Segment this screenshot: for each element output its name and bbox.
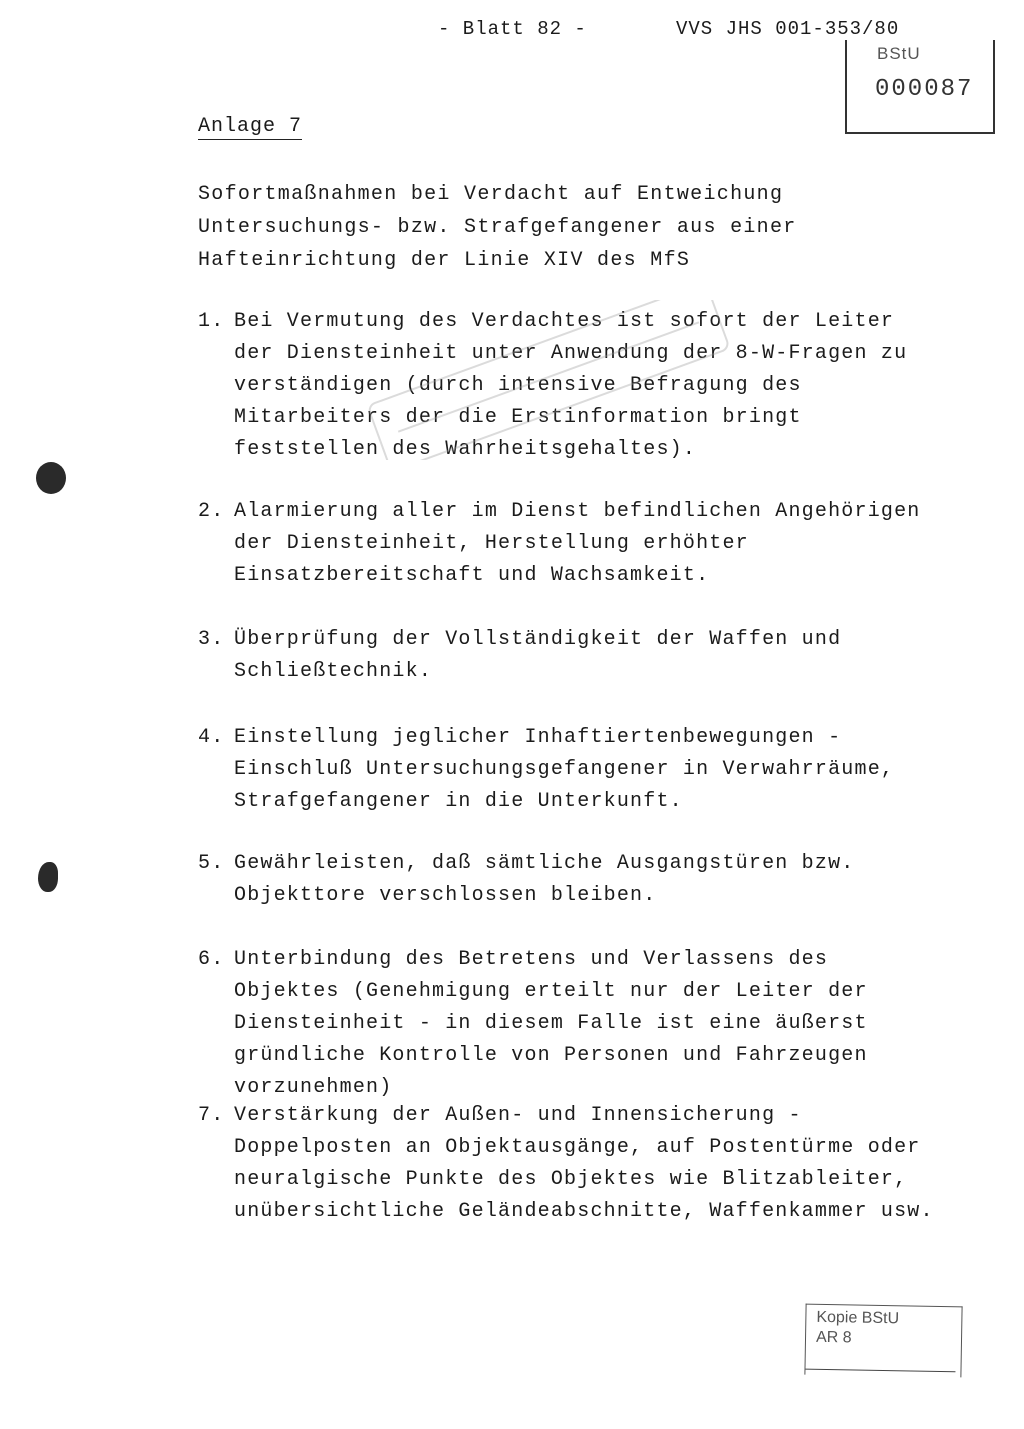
list-item-text: Verstärkung der Außen- und Innensicherung - Doppelposten an Objektausgänge, auf Postentürme oder neuralgische Punkte des Objektes wie Blitzableiter, unübersichtliche Geländeabschnitte, Waffenkammer usw. [234, 1104, 934, 1223]
list-item-number: 3. [198, 628, 225, 651]
punch-hole-mark [36, 462, 66, 494]
punch-hole-mark [38, 862, 58, 892]
document-reference: VVS JHS 001-353/80 [676, 18, 900, 40]
list-item [198, 306, 938, 466]
copy-stamp-code: AR 8 [815, 1328, 852, 1347]
list-item [198, 944, 938, 1104]
list-item-text: Überprüfung der Vollständigkeit der Waffen und Schließtechnik. [234, 628, 842, 683]
list-item-text: Unterbindung des Betretens und Verlassens des Objektes (Genehmigung erteilt nur der Leiter der Diensteinheit - in diesem Falle ist eine äußerst gründliche Kontrolle von Personen und Fahrzeugen vorzunehmen) [234, 948, 868, 1099]
copy-stamp-line [805, 1369, 955, 1373]
copy-stamp-label: Kopie BStU [816, 1308, 900, 1328]
list-item [198, 496, 938, 592]
list-item [198, 848, 938, 912]
list-item-number: 5. [198, 852, 225, 875]
list-item-text: Einstellung jeglicher Inhaftiertenbewegungen - Einschluß Untersuchungsgefangener in Verwahrräume, Strafgefangener in die Unterkunft. [234, 726, 895, 813]
document-title: Sofortmaßnahmen bei Verdacht auf Entweichung Untersuchungs- bzw. Strafgefangener aus einer Hafteinrichtung der Linie XIV des MfS [198, 183, 797, 272]
list-item-text: Bei Vermutung des Verdachtes ist sofort der Leiter der Diensteinheit unter Anwendung der 8-W-Fragen zu verständigen (durch intensive Befragung des Mitarbeiters der die Erstinformation bringt feststellen des Wahrheitsgehaltes). [234, 310, 908, 461]
list-item [198, 1100, 938, 1228]
list-item-number: 4. [198, 726, 225, 749]
archive-stamp-number: 000087 [875, 76, 974, 103]
list-item-number: 7. [198, 1104, 225, 1127]
list-item-text: Alarmierung aller im Dienst befindlichen Angehörigen der Diensteinheit, Herstellung erhöhter Einsatzbereitschaft und Wachsamkeit. [234, 500, 921, 587]
copy-stamp [804, 1304, 962, 1378]
list-item-number: 1. [198, 310, 225, 333]
attachment-label: Anlage 7 [198, 115, 303, 138]
list-item-number: 6. [198, 948, 225, 971]
list-item-text: Gewährleisten, daß sämtliche Ausgangstüren bzw. Objekttore verschlossen bleiben. [234, 852, 855, 907]
archive-stamp [845, 40, 995, 134]
list-item-number: 2. [198, 500, 225, 523]
page-number: - Blatt 82 - [438, 18, 587, 40]
list-item [198, 722, 938, 818]
archive-stamp-label: BStU [877, 44, 921, 63]
list-item [198, 624, 938, 688]
